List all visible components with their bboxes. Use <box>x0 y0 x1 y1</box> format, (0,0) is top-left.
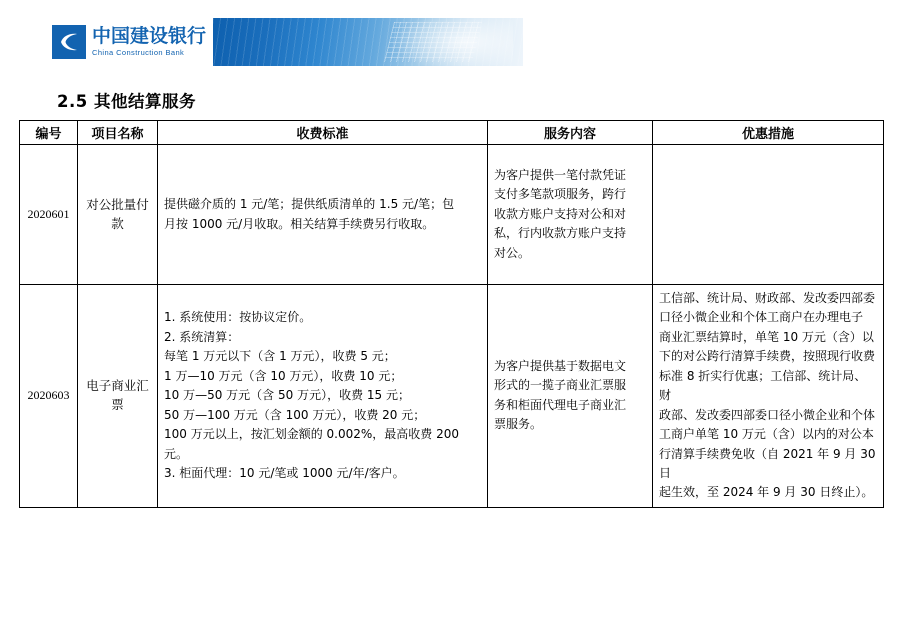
cell-name: 电子商业汇票 <box>78 285 158 508</box>
page-header <box>48 18 523 66</box>
table-row <box>20 285 884 508</box>
text-line: 为客户提供一笔付款凭证 <box>494 167 627 182</box>
settlement-fee-table <box>19 120 884 508</box>
cell-code: 2020601 <box>20 145 78 285</box>
text-line: 每笔 1 万元以下（含 1 万元），收费 5 元； <box>164 349 396 364</box>
text-line: 务和柜面代理电子商业汇 <box>494 397 627 412</box>
cell-promotion <box>653 285 884 508</box>
text-line: 提供磁介质的 1 元/笔；提供纸质清单的 1.5 元/笔；包 <box>164 197 455 212</box>
text-line: 为客户提供基于数据电文 <box>494 359 627 374</box>
text-line: 支付多笔款项服务，跨行 <box>494 187 627 202</box>
text-line: 行清算手续费免收（自 2021 年 9 月 30 日 <box>659 446 876 480</box>
cell-standard <box>158 145 488 285</box>
text-line: 私，行内收款方账户支持 <box>494 226 627 241</box>
text-line: 10 万—50 万元（含 50 万元），收费 15 元； <box>164 388 410 403</box>
text-line: 2. 系统清算： <box>164 329 240 344</box>
bank-logo-text <box>92 27 206 57</box>
text-line: 100 万元以上，按汇划金额的 0.002%，最高收费 200 元。 <box>164 427 460 461</box>
page-title: 2.5 其他结算服务 <box>57 92 196 111</box>
text-line: 50 万—100 万元（含 100 万元），收费 20 元； <box>164 407 426 422</box>
column-header-code: 编号 <box>20 121 78 145</box>
text-line: 3. 柜面代理：10 元/笔或 1000 元/年/客户。 <box>164 465 405 480</box>
text-line: 工商户单笔 10 万元（含）以内的对公本 <box>659 427 874 442</box>
text-line: 月按 1000 元/月收取。相关结算手续费另行收取。 <box>164 216 435 231</box>
column-header-name: 项目名称 <box>78 121 158 145</box>
cell-standard <box>158 285 488 508</box>
header-banner-graphic <box>213 18 523 66</box>
bank-logo <box>48 18 213 66</box>
column-header-promotion: 优惠措施 <box>653 121 884 145</box>
text-line: 起生效，至 2024 年 9 月 30 日终止）。 <box>659 485 874 500</box>
cell-service <box>488 285 653 508</box>
text-line: 1 万—10 万元（含 10 万元），收费 10 元； <box>164 368 403 383</box>
cell-service <box>488 145 653 285</box>
text-line: 政部、发改委四部委口径小微企业和个体 <box>659 407 876 422</box>
text-line: 票服务。 <box>494 417 543 432</box>
cell-name: 对公批量付款 <box>78 145 158 285</box>
table-row <box>20 145 884 285</box>
text-line: 商业汇票结算时，单笔 10 万元（含）以 <box>659 329 874 344</box>
bank-name-cn: 中国建设银行 <box>92 25 207 48</box>
column-header-standard: 收费标准 <box>158 121 488 145</box>
text-line: 收款方账户支持对公和对 <box>494 206 627 221</box>
banner-glow <box>393 18 513 66</box>
table-header-row <box>20 121 884 145</box>
bank-name-en: China Construction Bank <box>92 48 185 58</box>
cell-promotion <box>653 145 884 285</box>
ccb-logo-icon <box>52 25 86 59</box>
text-line: 形式的一揽子商业汇票服 <box>494 378 627 393</box>
text-line: 口径小微企业和个体工商户在办理电子 <box>659 310 864 325</box>
text-line: 标准 8 折实行优惠；工信部、统计局、财 <box>659 368 867 403</box>
text-line: 1. 系统使用：按协议定价。 <box>164 310 312 325</box>
text-line: 对公。 <box>494 245 531 260</box>
cell-code: 2020603 <box>20 285 78 508</box>
column-header-service: 服务内容 <box>488 121 653 145</box>
text-line: 工信部、统计局、财政部、发改委四部委 <box>659 291 876 305</box>
text-line: 下的对公跨行清算手续费，按照现行收费 <box>659 349 876 364</box>
